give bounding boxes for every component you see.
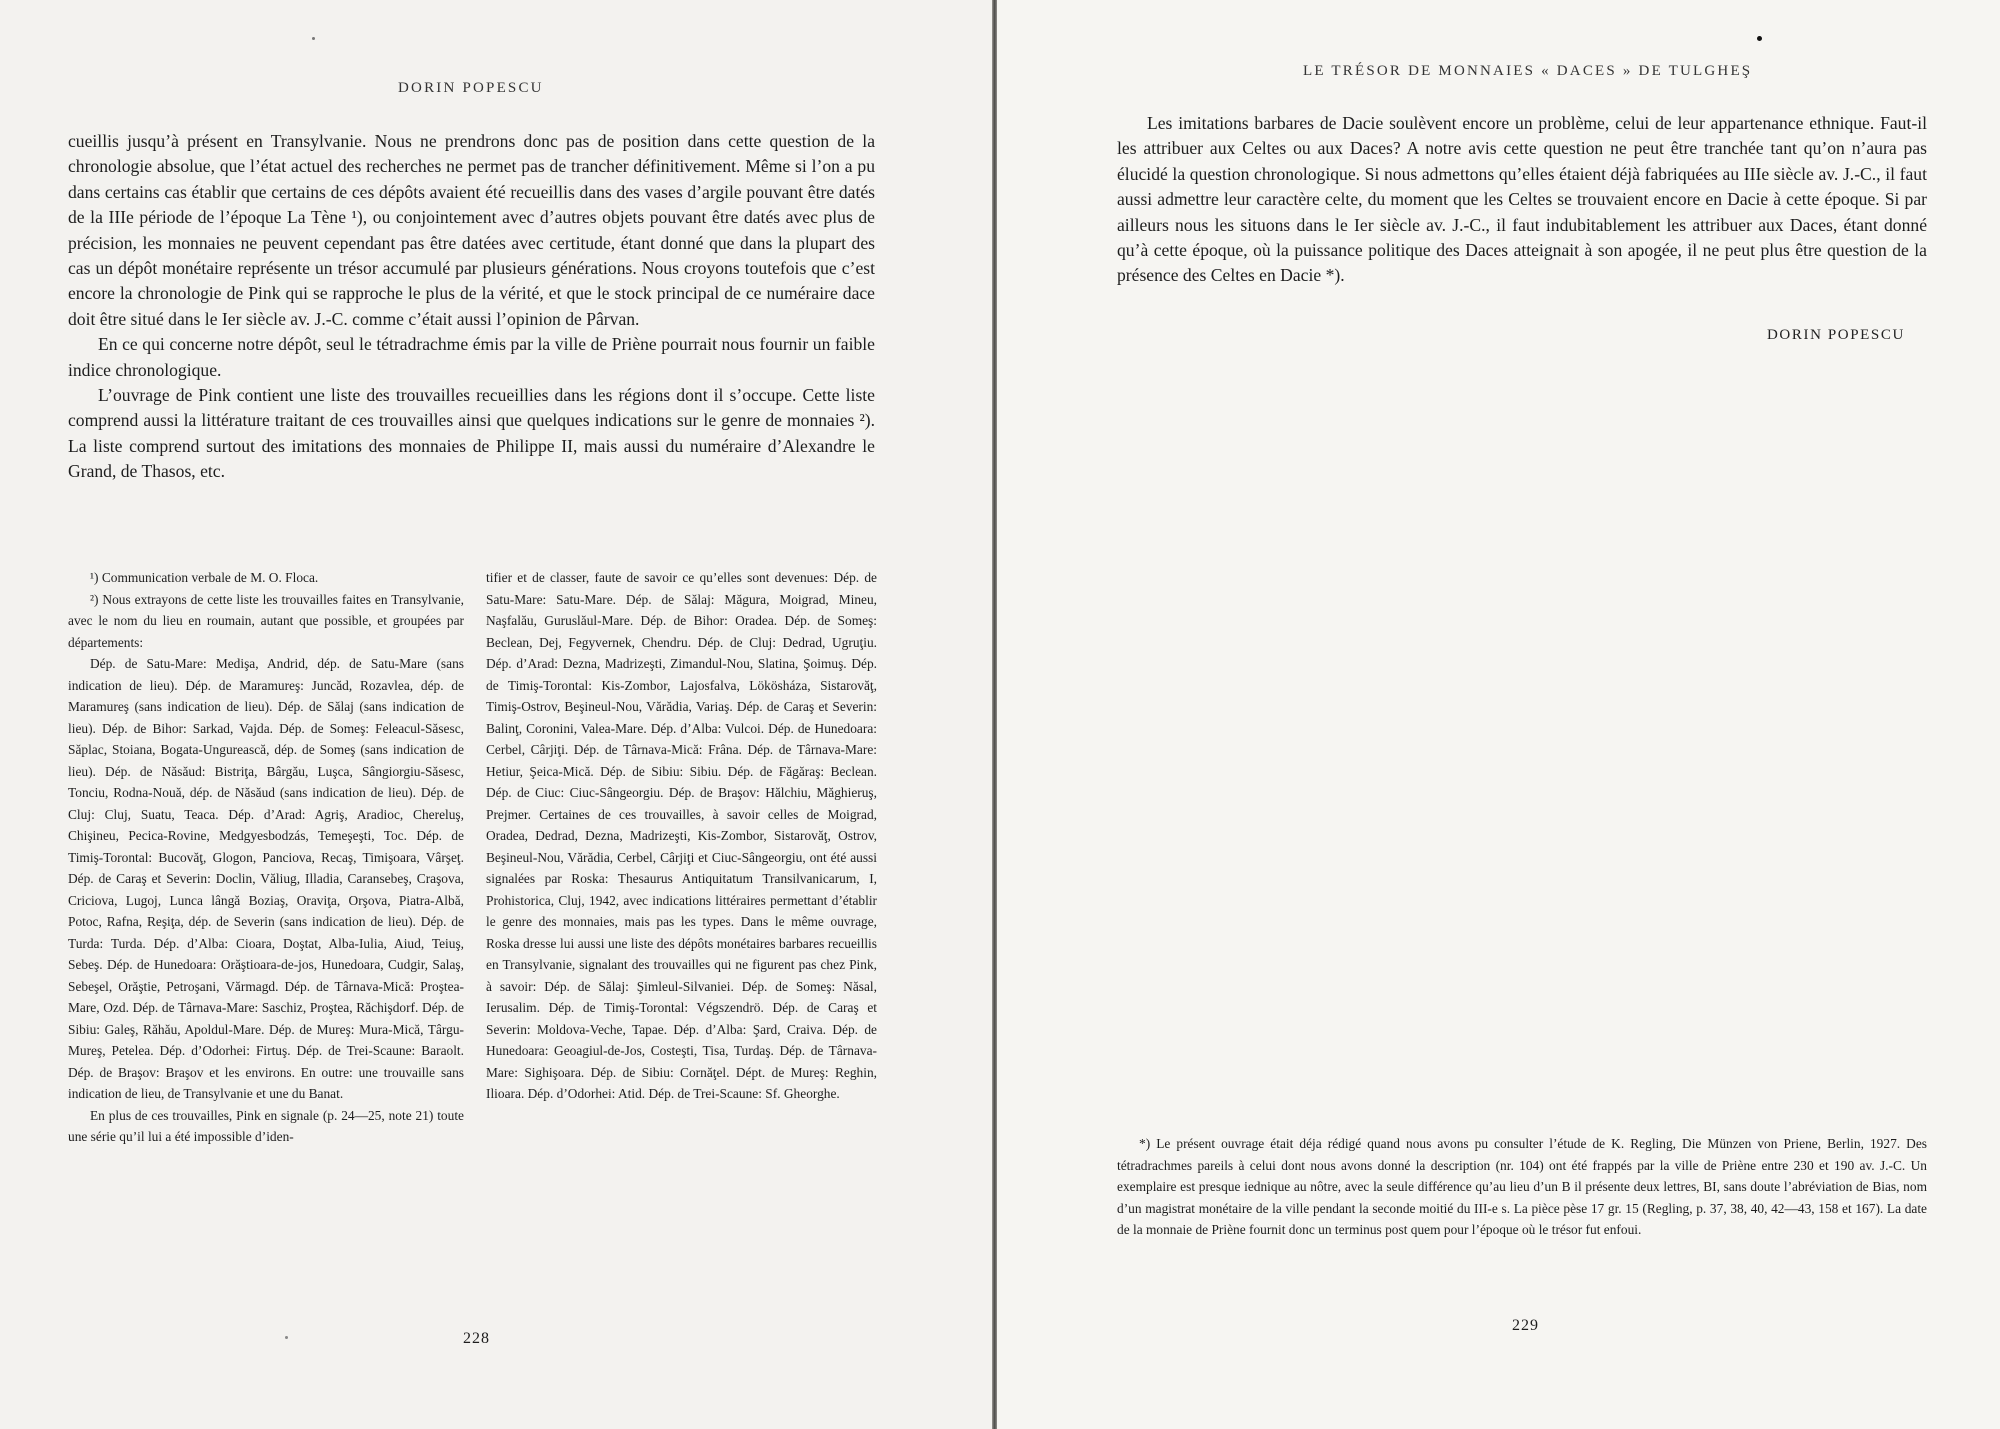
print-speck — [312, 37, 315, 40]
print-speck — [1757, 36, 1762, 41]
footnote: En plus de ces trouvailles, Pink en signale (p. 24—25, note 21) toute une série qu’il lui a été impossible d’iden- — [68, 1107, 464, 1144]
print-speck — [285, 1336, 288, 1339]
right-body-text — [1117, 111, 1927, 289]
footnote-continuation: tifier et de classer, faute de savoir ce qu’elles sont devenues: Dép. de Satu-Mare: Satu-Mare. Dép. de Sălaj: Măgura, Moigrad, Mineu, Naşfalău, Guruslăul-Mare. Dép. de Bihor: Oradea. Dép. de Someş: Beclean, Dej, Fegyvernek, Chendru. Dép. de Cluj: Dedrad, Ugruţiu. Dép. d’Arad: Dezna, Madrizeşti, Zimandul-Nou, Slatina, Şoimuş. Dép. de Timiş-Torontal: Kis-Zombor, Lajosfalva, Lökösháza, Sistarovăţ, Timiş-Ostrov, Beşineul-Nou, Vărădia, Variaş. Dép. de Caraş et Severin: Balinţ, Coronini, Valea-Mare. Dép. d’Alba: Vulcoi. Dép. de Hunedoara: Cerbel, Cârjiţi. Dép. de Târnava-Mică: Frâna. Dép. de Târnava-Mare: Hetiur, Şeica-Mică. Dép. de Sibiu: Sibiu. Dép. de Făgăraş: Beclean. Dép. de Ciuc: Ciuc-Sângeorgiu. Dép. de Braşov: Hălchiu, Măghieruş, Prejmer. Certaines de ces trouvailles, à savoir celles de Moigrad, Oradea, Dedrad, Dezna, Madrizeşti, Kis-Zombor, Sistarovăţ, Ostrov, Beşineul-Nou, Vărădia, Cerbel, Cârjiţi et Ciuc-Sângeorgiu, ont été aussi signalées par Roska: Thesaurus Antiquitatum Transilvanicarum, I, Prohistorica, Cluj, 1942, avec indications littéraires permettant d’établir le genre des monnaies, mais pas les types. Dans le même ouvrage, Roska dresse lui aussi une liste des dépôts monétaires barbares recueillis en Transylvanie, signalant des trouvailles qui ne figurent pas chez Pink, à savoir: Dép. de Sălaj: Şimleul-Silvaniei. Dép. de Someş: Năsal, Ierusalim. Dép. de Timiş-Torontal: Végszendrö. Dép. de Caraş et Severin: Moldova-Veche, Tapae. Dép. d’Alba: Şard, Craiva. Dép. de Hunedoara: Geoagiul-de-Jos, Costeşti, Tisa, Turdaş. Dép. de Târnava-Mare: Sighişoara. Dép. de Sibiu: Cornăţel. Dépt. de Mureş: Reghin, Ilioara. Dép. d’Odorhei: Atid. Dép. de Trei-Scaune: Sf. Gheorghe. — [486, 570, 877, 1101]
body-paragraph: Les imitations barbares de Dacie soulèvent encore un problème, celui de leur appartenance ethnique. Faut-il les attribuer aux Celtes ou aux Daces? A notre avis cette question ne peut être tranchée tant qu’on n’aura pas élucidé la question chronologique. Si nous admettons qu’elles étaient déjà fabriquées au IIIe siècle av. J.-C., il faut aussi admettre leur caractère celte, du moment que les Celtes se trouvaient encore en Dacie à cette époque. Si par ailleurs nous les situons dans le Ier siècle av. J.-C., il faut indubitablement les attribuer aux Daces, étant donné qu’à cette époque, où la puissance politique des Daces atteignait à son apogée, il ne peut plus être question de la présence des Celtes en Dacie *). — [1117, 113, 1927, 286]
footnotes-column-1 — [68, 567, 464, 1148]
left-page — [0, 0, 992, 1429]
body-paragraph: cueillis jusqu’à présent en Transylvanie. Nous ne prendrons donc pas de position dans cette question de la chronologie absolue, que l’état actuel des recherches ne permet pas de trancher définitivement. Même si l’on a pu dans certains cas établir que certains de ces dépôts avaient été recueillis dans des vases d’argile pouvant être datés de la IIIe période de l’époque La Tène ¹), ou conjointement avec d’autres objets pouvant être datés avec plus de précision, les monnaies ne peuvent cependant pas être datées avec certitude, étant donné que dans la plupart des cas un dépôt monétaire représente un trésor accumulé par plusieurs générations. Nous croyons toutefois que c’est encore la chronologie de Pink qui se rapproche le plus de la vérité, et que le stock principal de ce numéraire dace doit être situé dans le Ier siècle av. J.-C. comme c’était aussi l’opinion de Pârvan. — [68, 131, 875, 329]
running-head-title: LE TRÉSOR DE MONNAIES « DACES » DE TULGHEŞ — [1303, 63, 1753, 79]
running-head-author: DORIN POPESCU — [398, 80, 544, 96]
footnote: *) Le présent ouvrage était déja rédigé quand nous avons pu consulter l’étude de K. Regling, Die Münzen von Priene, Berlin, 1927. Des tétradrachmes pareils à celui dont nous avons donné la description (nr. 104) ont été frappés par la ville de Priène entre 230 et 190 av. J.-C. Un exemplaire est presque iednique au nôtre, avec la seule différence qu’au lieu d’un B il présente deux lettres, BI, sans doute l’abréviation de Bias, nom d’un magistrat monétaire de la ville pendant la seconde moitié du III-e s. La pièce pèse 17 gr. 15 (Regling, p. 37, 38, 40, 42—43, 158 et 167). La date de la monnaie de Priène fournit donc un terminus post quem pour l’époque où le trésor fut enfoui. — [1117, 1136, 1927, 1237]
body-paragraph: L’ouvrage de Pink contient une liste des trouvailles recueillies dans les régions dont il s’occupe. Cette liste comprend aussi la littérature traitant de ces trouvailles ainsi que quelques indications sur le genre de monnaies ²). La liste comprend surtout des imitations des monnaies de Philippe II, mais aussi du numéraire d’Alexandre le Grand, de Thasos, etc. — [68, 385, 875, 482]
right-page — [997, 0, 2000, 1429]
page-number: 229 — [1512, 1317, 1539, 1334]
left-body-text — [68, 129, 875, 485]
body-paragraph: En ce qui concerne notre dépôt, seul le tétradrachme émis par la ville de Priène pourrait nous fournir un faible indice chronologique. — [68, 334, 875, 380]
author-signature: DORIN POPESCU — [1767, 327, 1905, 343]
footnotes-column-2 — [486, 567, 877, 1105]
footnote: ²) Nous extrayons de cette liste les trouvailles faites en Transylvanie, avec le nom du lieu en roumain, autant que possible, et groupées par départements: — [68, 591, 464, 650]
footnote-right — [1117, 1133, 1927, 1241]
footnote: ¹) Communication verbale de M. O. Floca. — [90, 570, 319, 585]
page-number: 228 — [463, 1330, 490, 1347]
footnote-list: Dép. de Satu-Mare: Medişa, Andrid, dép. de Satu-Mare (sans indication de lieu). Dép. de Maramureş: Juncăd, Rozavlea, dép. de Maramureş (sans indication de lieu). Dép. de Sălaj (sans indication de lieu). Dép. de Bihor: Sarkad, Vajda. Dép. de Someş: Feleacul-Săsesc, Săplac, Stoiana, Bogata-Ungurească, dép. de Someş (sans indication de lieu). Dép. de Năsăud: Bistriţa, Bârgău, Luşca, Sângiorgiu-Săsesc, Tonciu, Rodna-Nouă, dép. de Năsăud (sans indication de lieu). Dép. de Cluj: Cluj, Suatu, Teaca. Dép. d’Arad: Agriş, Aradioc, Chereluş, Chişineu, Pecica-Rovine, Medgyesbodzás, Temeşeşti, Toc. Dép. de Timiş-Torontal: Bucovăţ, Glogon, Panciova, Recaş, Timişoara, Vârşeţ. Dép. de Caraş et Severin: Doclin, Văliug, Illadia, Caransebeş, Craşova, Criciova, Lugoj, Lunca lângă Boziaş, Oraviţa, Orşova, Piatra-Albă, Potoc, Rafna, Reşiţa, dép. de Severin (sans indication de lieu). Dép. de Turda: Turda. Dép. d’Alba: Cioara, Doştat, Alba-Iulia, Aiud, Teiuş, Sebeş. Dép. de Hunedoara: Orăştioara-de-jos, Hunedoara, Cudgir, Salaş, Sebeşel, Orăştie, Petroşani, Vărmagd. Dép. de Târnava-Mică: Proştea-Mare, Ozd. Dép. de Târnava-Mare: Saschiz, Proştea, Răchişdorf. Dép. de Sibiu: Galeş, Răhău, Apoldul-Mare. Dép. de Mureş: Mura-Mică, Târgu-Mureş, Petelea. Dép. d’Odorhei: Firtuş. Dép. de Trei-Scaune: Baraolt. Dép. de Braşov: Braşov et les environs. En outre: une trouvaille sans indication de lieu, de Transylvanie et une du Banat. — [68, 656, 464, 1101]
